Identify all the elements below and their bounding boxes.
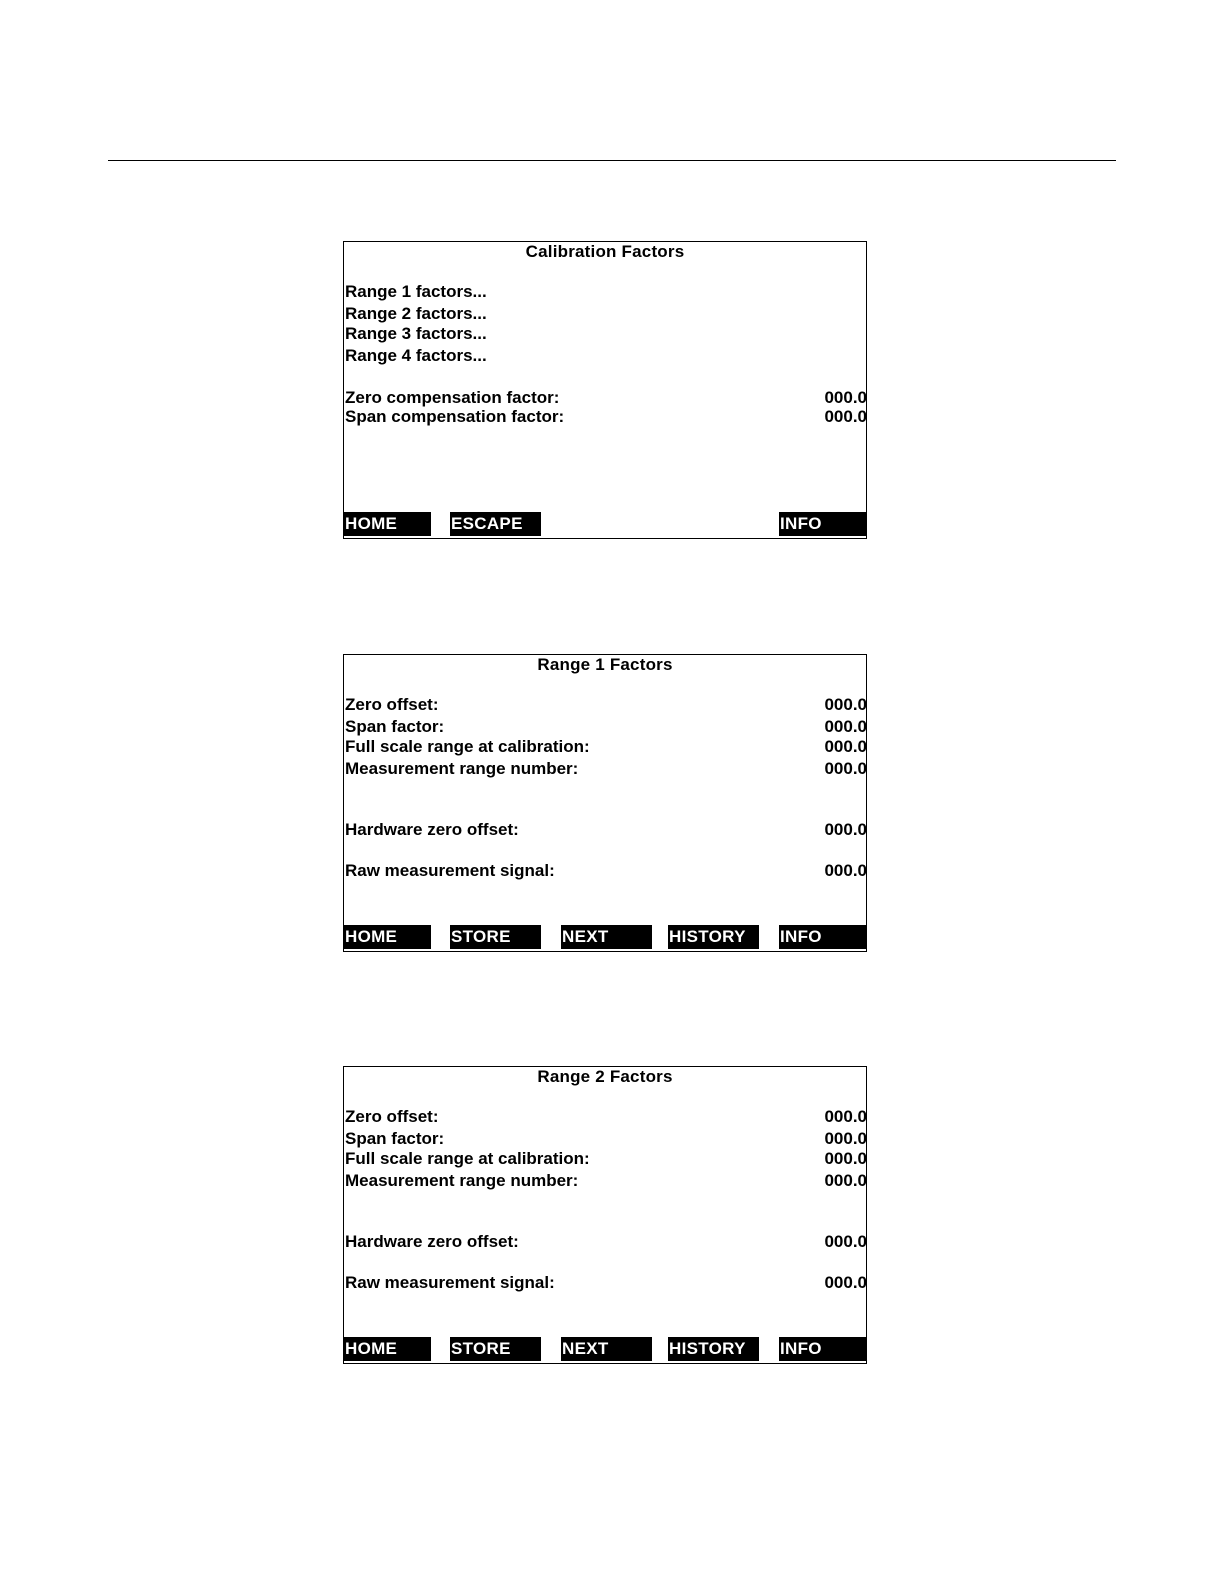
field-value: 000.0 <box>824 1171 867 1190</box>
menu-item-range-2-factors[interactable] <box>344 304 866 324</box>
history-softkey[interactable]: HISTORY <box>668 1337 759 1361</box>
history-softkey[interactable]: HISTORY <box>668 925 759 949</box>
field-value: 000.0 <box>824 695 867 714</box>
field-label: Measurement range number: <box>345 759 579 778</box>
field-value: 000.0 <box>824 1232 867 1251</box>
field-value: 000.0 <box>824 820 867 839</box>
hardware-zero-offset-row <box>344 820 866 840</box>
span-compensation-factor-row <box>344 407 866 427</box>
measurement-range-number-row <box>344 1171 866 1191</box>
info-softkey[interactable]: INFO <box>779 1337 866 1361</box>
field-label: Measurement range number: <box>345 1171 579 1190</box>
field-label: Zero compensation factor: <box>345 388 560 407</box>
range-1-factors-screen <box>343 654 867 952</box>
field-value: 000.0 <box>824 388 867 407</box>
field-label: Full scale range at calibration: <box>345 737 590 756</box>
field-label: Raw measurement signal: <box>345 861 555 880</box>
zero-compensation-factor-row <box>344 388 866 408</box>
span-factor-row <box>344 717 866 737</box>
measurement-range-number-row <box>344 759 866 779</box>
screen-title: Calibration Factors <box>525 242 685 261</box>
store-softkey[interactable]: STORE <box>450 925 541 949</box>
menu-item-range-3-factors[interactable] <box>344 324 866 344</box>
range-2-factors-screen <box>343 1066 867 1364</box>
menu-item-label: Range 1 factors... <box>345 282 487 301</box>
field-value: 000.0 <box>824 1273 867 1292</box>
raw-measurement-signal-row <box>344 861 866 881</box>
full-scale-range-row <box>344 1149 866 1169</box>
next-softkey[interactable]: NEXT <box>561 925 652 949</box>
home-softkey[interactable]: HOME <box>344 1337 431 1361</box>
full-scale-range-row <box>344 737 866 757</box>
field-value: 000.0 <box>824 1107 867 1126</box>
next-softkey[interactable]: NEXT <box>561 1337 652 1361</box>
field-label: Hardware zero offset: <box>345 1232 519 1251</box>
screen-title: Range 2 Factors <box>537 1067 673 1086</box>
field-label: Span compensation factor: <box>345 407 565 426</box>
menu-item-label: Range 3 factors... <box>345 324 487 343</box>
field-label: Zero offset: <box>345 695 439 714</box>
hardware-zero-offset-row <box>344 1232 866 1252</box>
escape-softkey[interactable]: ESCAPE <box>450 512 541 536</box>
zero-offset-row <box>344 695 866 715</box>
field-value: 000.0 <box>824 717 867 736</box>
field-value: 000.0 <box>824 1129 867 1148</box>
store-softkey[interactable]: STORE <box>450 1337 541 1361</box>
header-rule <box>108 160 1116 161</box>
field-label: Zero offset: <box>345 1107 439 1126</box>
menu-item-range-4-factors[interactable] <box>344 346 866 366</box>
screen-title: Range 1 Factors <box>537 655 673 674</box>
info-softkey[interactable]: INFO <box>779 925 866 949</box>
field-value: 000.0 <box>824 759 867 778</box>
field-label: Raw measurement signal: <box>345 1273 555 1292</box>
zero-offset-row <box>344 1107 866 1127</box>
menu-item-range-1-factors[interactable] <box>344 282 866 302</box>
home-softkey[interactable]: HOME <box>344 925 431 949</box>
field-value: 000.0 <box>824 407 867 426</box>
field-value: 000.0 <box>824 861 867 880</box>
info-softkey[interactable]: INFO <box>779 512 866 536</box>
calibration-factors-screen <box>343 241 867 539</box>
span-factor-row <box>344 1129 866 1149</box>
field-value: 000.0 <box>824 737 867 756</box>
field-label: Span factor: <box>345 717 445 736</box>
menu-item-label: Range 4 factors... <box>345 346 487 365</box>
field-label: Full scale range at calibration: <box>345 1149 590 1168</box>
home-softkey[interactable]: HOME <box>344 512 431 536</box>
field-value: 000.0 <box>824 1149 867 1168</box>
field-label: Hardware zero offset: <box>345 820 519 839</box>
menu-item-label: Range 2 factors... <box>345 304 487 323</box>
raw-measurement-signal-row <box>344 1273 866 1293</box>
field-label: Span factor: <box>345 1129 445 1148</box>
